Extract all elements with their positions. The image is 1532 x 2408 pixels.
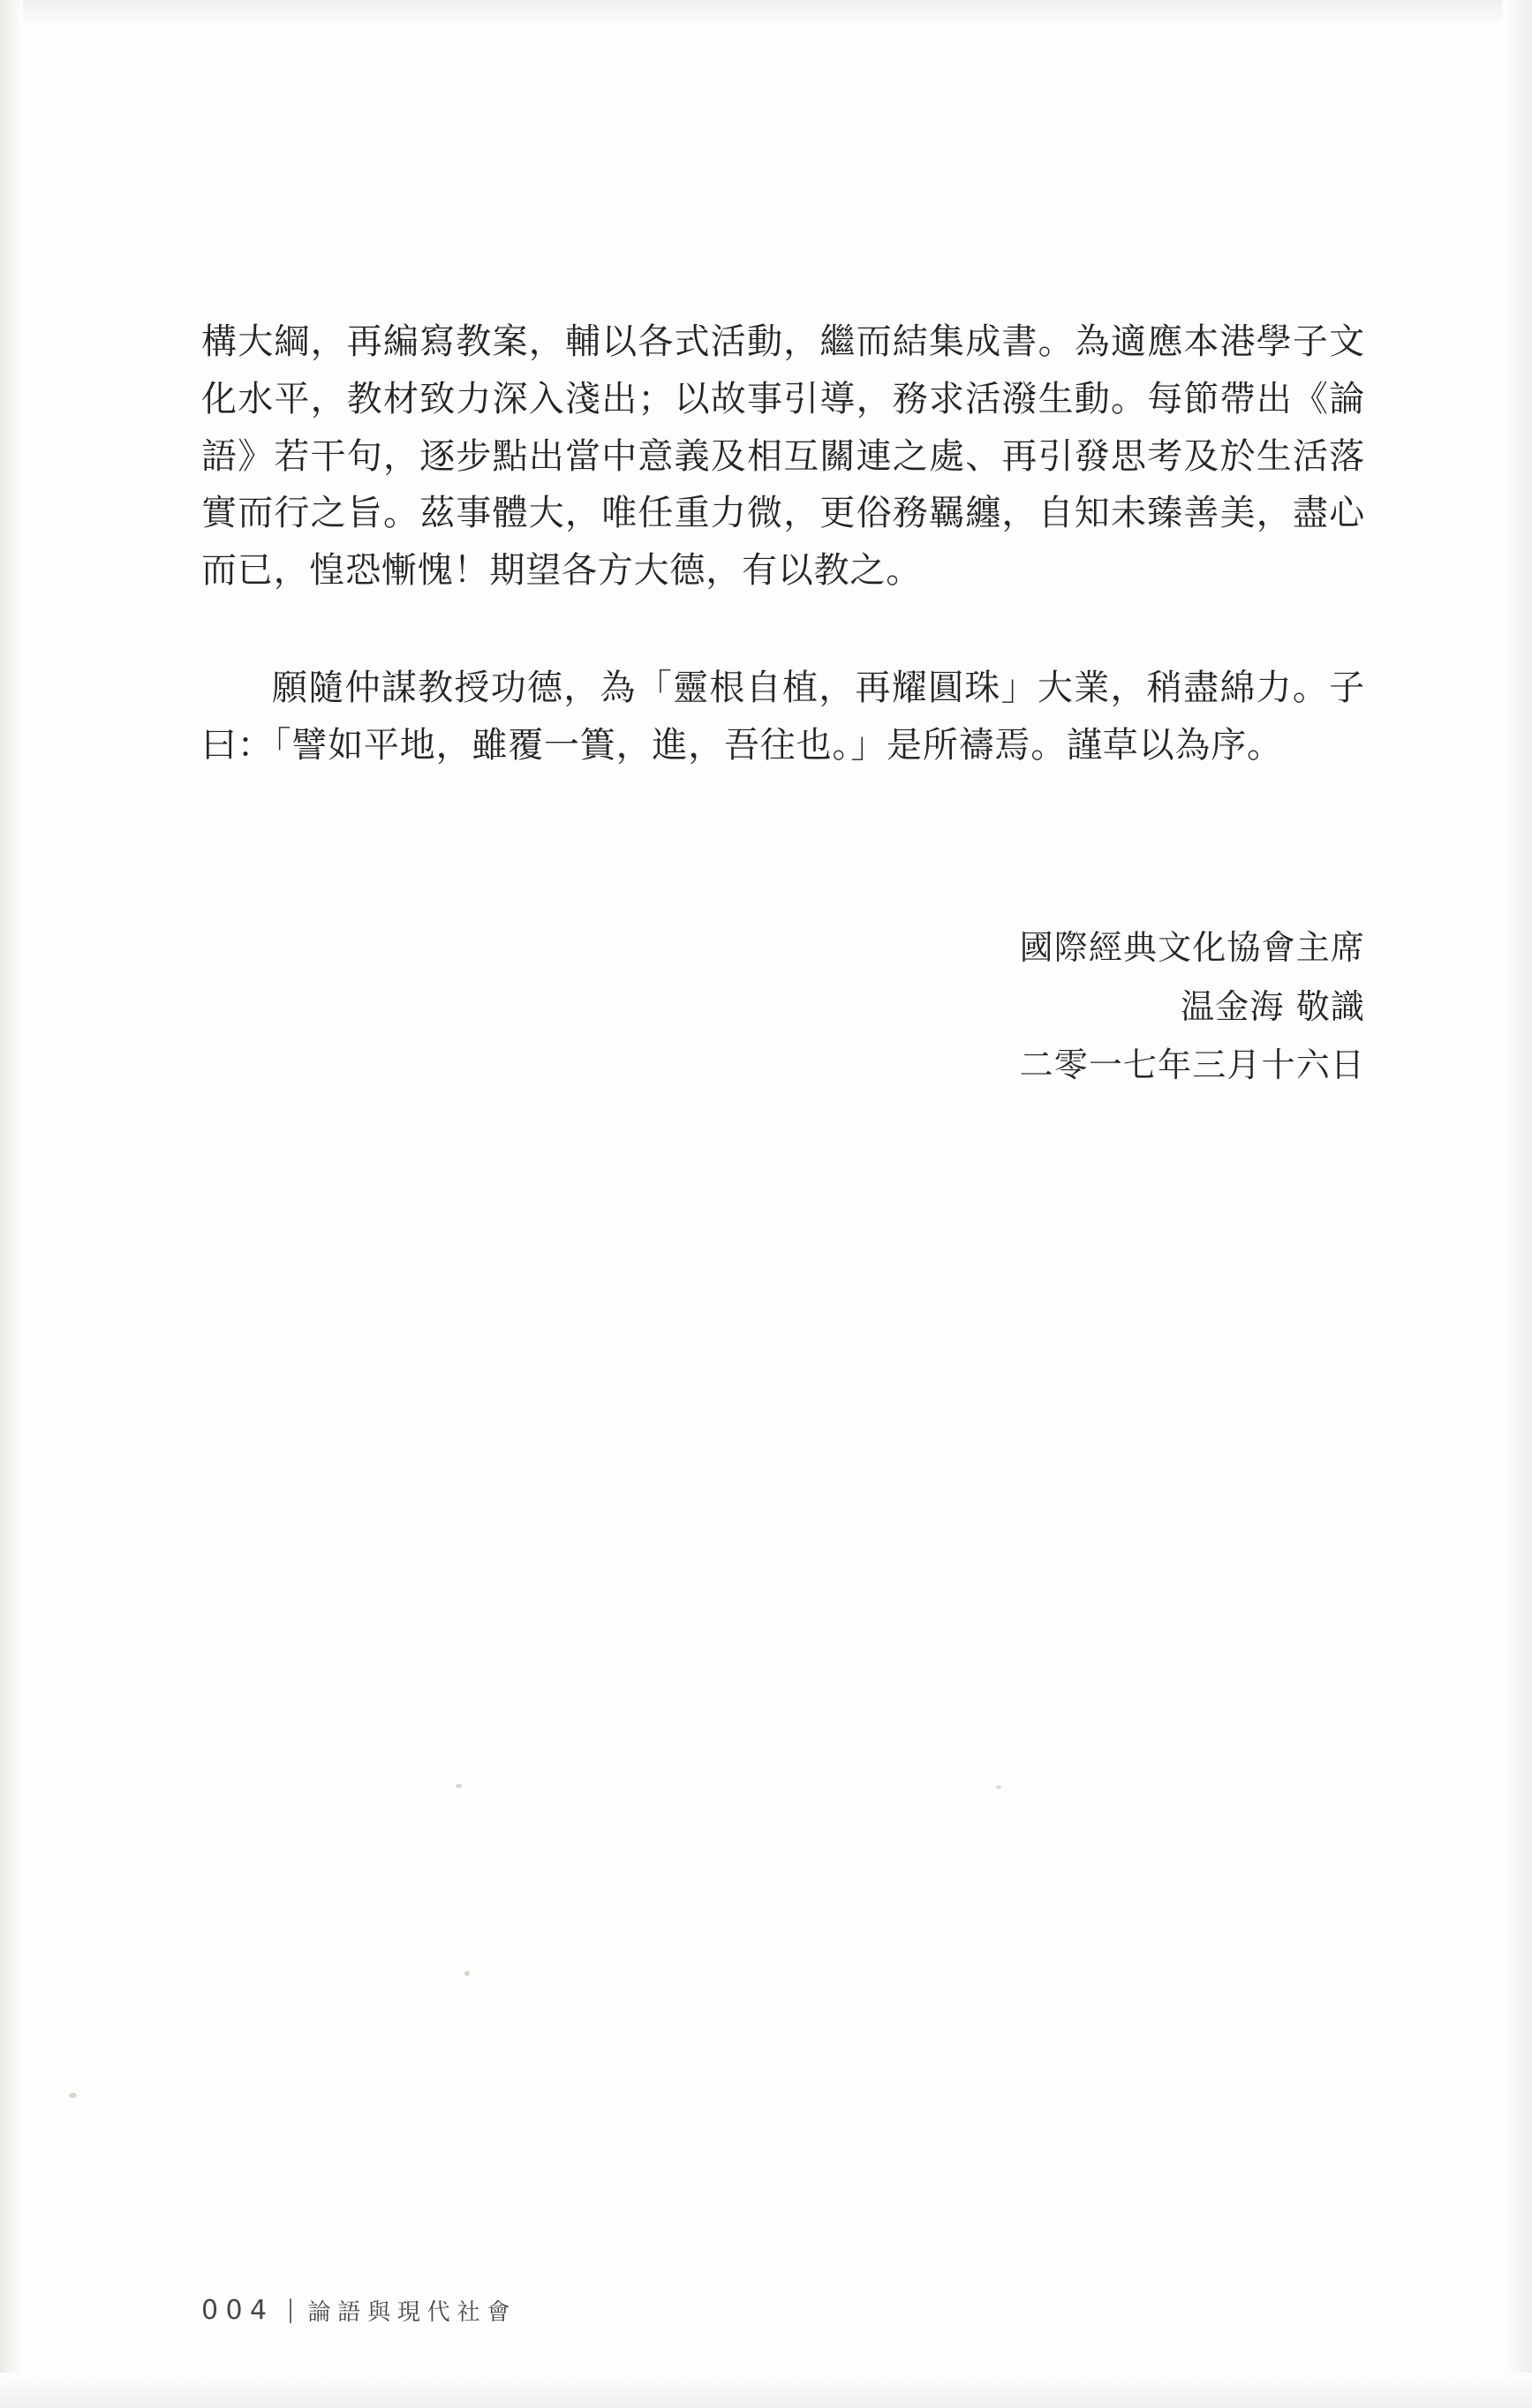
- paragraph-closing: 願隨仲謀教授功德，為「靈根自植，再耀圓珠」大業，稍盡綿力。子曰：「譬如平地，雖覆一簣，進，吾往也。」是所禱焉。謹草以為序。: [201, 667, 1365, 766]
- footer-divider: [290, 2299, 291, 2323]
- scan-edge-shadow-bottom: [0, 2373, 1532, 2408]
- page-footer: [201, 2294, 517, 2327]
- signature-title: 國際經典文化協會主席: [1019, 928, 1365, 967]
- scan-edge-shadow-left: [0, 0, 23, 2408]
- scan-speck: [464, 1971, 470, 1976]
- signature-block: [747, 918, 1365, 1095]
- folio-page-number: 004: [201, 2295, 275, 2326]
- signature-date: 二零一七年三月十六日: [1019, 1045, 1365, 1084]
- footer-book-title: 論語與現代社會: [307, 2299, 517, 2326]
- scan-edge-shadow-right: [1502, 0, 1532, 2408]
- paragraph-continuation: 構大綱，再編寫教案，輔以各式活動，繼而結集成書。為適應本港學子文化水平，教材致力深入淺出；以故事引導，務求活潑生動。每節帶出《論語》若干句，逐步點出當中意義及相互關連之處、再引發思考及於生活落實而行之旨。茲事體大，唯任重力微，更俗務羈纏，自知未臻善美，盡心而已，惶恐慚愧！期望各方大德，有以教之。: [201, 321, 1365, 592]
- scan-edge-shadow-top: [0, 0, 1532, 26]
- scan-speck: [69, 2093, 77, 2098]
- scan-speck: [996, 1785, 1001, 1789]
- body-text: [201, 313, 1365, 774]
- scan-speck: [456, 1784, 462, 1788]
- signature-name: 温金海 敬識: [1181, 986, 1365, 1026]
